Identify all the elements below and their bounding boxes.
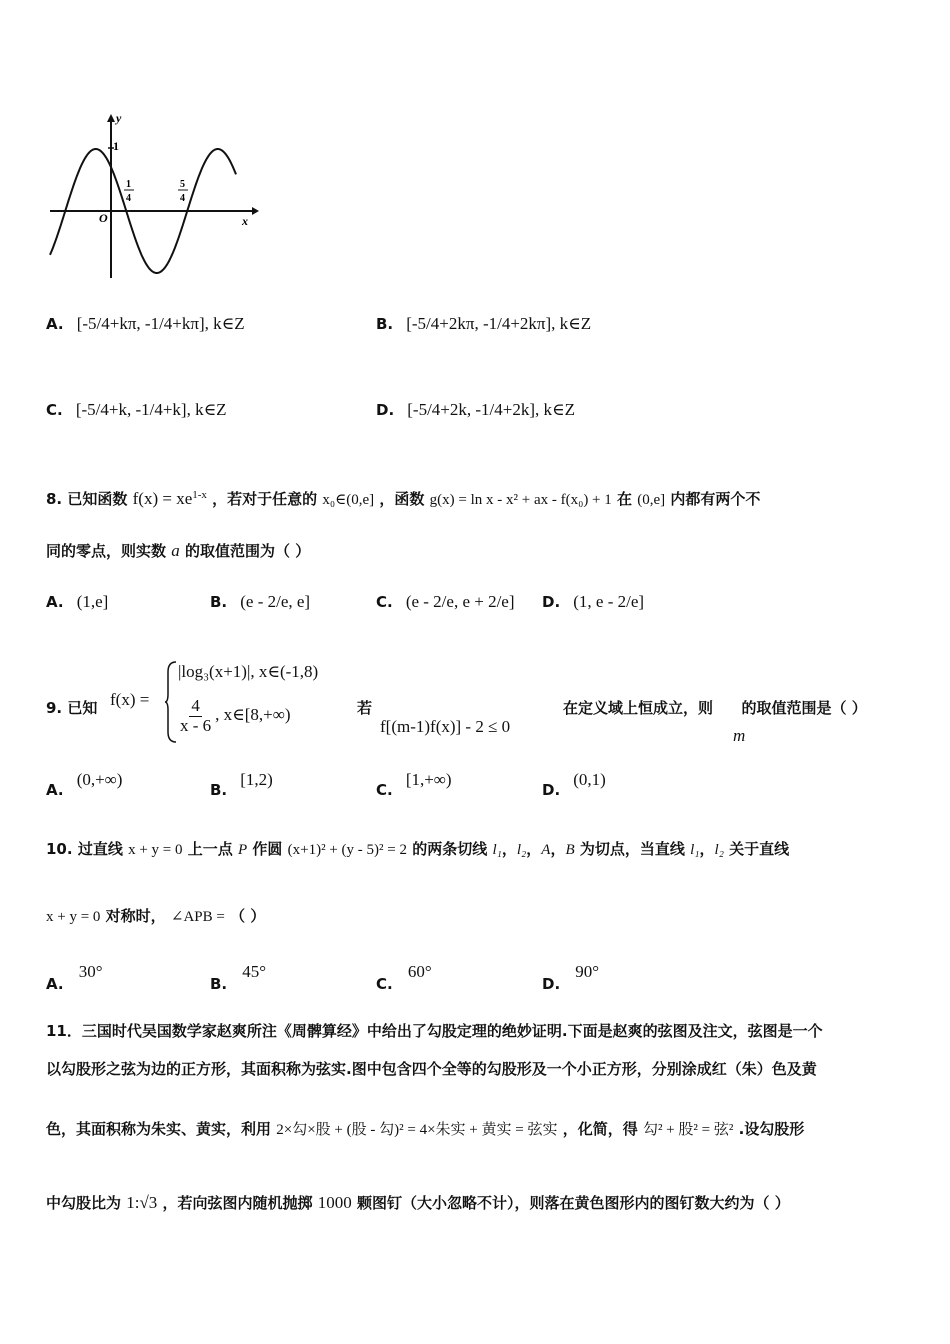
q9-case2-den: x - 6 [180, 715, 212, 735]
q11-line3b: ，化简，得 [562, 1120, 638, 1138]
option-letter: C. [376, 593, 393, 611]
option-letter: B. [376, 315, 394, 333]
q7-option-b-expr: [-5/4+2kπ, -1/4+2kπ], k∈Z [406, 314, 592, 333]
q8-g-expr: g(x) = ln x - x² + ax - f(x₀) + 1 [429, 492, 612, 508]
q8-option-c-expr: (e - 2/e, e + 2/e] [405, 592, 515, 611]
q10-line2: x + y = 0 [46, 909, 101, 925]
option-letter: A. [46, 781, 64, 799]
q11-line4c: 颗图钉（大小忽略不计），则落在黄色图形内的图钉数大约为（ ） [357, 1194, 790, 1212]
tick-one-label: 1 [113, 139, 119, 153]
q9-option-b-expr: [1,2) [240, 770, 273, 789]
option-letter: D. [542, 975, 561, 993]
q8-option-b [210, 592, 310, 612]
q7-option-a-expr: [-5/4+kπ, -1/4+kπ], k∈Z [76, 314, 245, 333]
q8-option-d [542, 592, 644, 612]
q11-line3a: 色，其面积称为朱实、黄实，利用 [46, 1120, 272, 1138]
origin-label: O [99, 211, 108, 225]
q8-f-exp: 1-x [192, 489, 207, 501]
q9-f-head: f(x) = [110, 690, 150, 709]
q8-f-expr: f(x) = xe [132, 489, 193, 508]
q10-option-a [46, 962, 103, 993]
q7-option-d [376, 400, 575, 420]
option-letter: A. [46, 975, 64, 993]
q11-line4b: ，若向弦图内随机抛掷 [162, 1194, 313, 1212]
option-letter: D. [376, 401, 395, 419]
q9-option-a [46, 770, 123, 799]
q8-line1 [46, 488, 760, 509]
q9-option-a-expr: (0,+∞) [76, 770, 123, 789]
q8-interval: (0,e] [637, 492, 666, 508]
q11-line3 [46, 1118, 804, 1139]
q7-option-d-expr: [-5/4+2k, -1/4+2k], k∈Z [407, 400, 575, 419]
q9-option-c-expr: [1,+∞) [405, 770, 452, 789]
q9-number: 9. [46, 699, 63, 717]
option-letter: D. [542, 593, 561, 611]
q9-t2: 若 [357, 699, 373, 717]
q9-option-c [376, 770, 452, 799]
q9-t3: 在定义域上恒成立，则 [563, 699, 714, 717]
option-letter: B. [210, 781, 228, 799]
q10-t4: 的两条切线 [412, 840, 488, 858]
q8-t4: 在 [617, 490, 633, 508]
q10-t1: 过直线 [77, 840, 123, 858]
q8-t2: ，若对于任意的 [212, 490, 318, 508]
q8-option-d-expr: (1, e - 2/e] [573, 592, 645, 611]
q7-option-b [376, 314, 591, 334]
y-label: y [116, 111, 122, 125]
q10-number: 10. [46, 840, 73, 858]
q10-t8: （ ） [230, 907, 266, 925]
q11-line1: 11．三国时代吴国数学家赵爽所注《周髀算经》中给出了勾股定理的绝妙证明.下面是赵爽的弦图及注文，弦图是一个 [46, 1022, 823, 1040]
x-axis-arrow-icon [252, 207, 259, 215]
q11-ratio: 1:√3 [126, 1193, 158, 1212]
q10-option-c [376, 962, 432, 993]
q10-angle: ∠APB = [170, 909, 225, 925]
q8-t7: 的取值范围为（ ） [184, 542, 311, 560]
q10-line2 [46, 905, 265, 926]
q9-option-d [542, 770, 606, 799]
q10-l1: l₁ [492, 842, 502, 858]
q8-t6: 同的零点，则实数 [46, 542, 167, 560]
q11-formula2: 勾² + 股² = 弦² [642, 1122, 734, 1138]
q9-cond: f[(m-1)f(x)] - 2 ≤ 0 [380, 717, 511, 736]
q9-var: m [733, 726, 746, 745]
q9-option-b [210, 770, 273, 799]
option-letter: C. [46, 401, 63, 419]
q7-option-c [46, 400, 227, 420]
q9-label [46, 697, 97, 718]
q11-formula: 2×勾×股 + (股 - 勾)² = 4×朱实 + 黄实 = 弦实 [276, 1122, 558, 1138]
q9-t1: 已知 [67, 699, 98, 717]
q9-case2-rest: , x∈[8,+∞) [215, 705, 291, 725]
q8-number: 8. [46, 490, 63, 508]
q10-t5: 为切点，当直线 [579, 840, 685, 858]
q10-line1: 10. 过直线 x + y = 0 上一点 P 作圆 (x+1)² + (y - 5)² = 2 的两条切线 l₁，l₂，A，B 为切点，当直线 l₁，l₂ 关于直线 [46, 840, 790, 858]
quarter-num: 1 [126, 179, 131, 190]
q9-line-rest [563, 697, 867, 718]
q10-option-b [210, 962, 267, 993]
q10-t6: 关于直线 [729, 840, 790, 858]
q9-t4: 的取值范围是（ ） [741, 699, 867, 717]
y-axis-arrow-icon [107, 114, 115, 122]
q10-option-c-expr: 60° [407, 962, 432, 981]
q10-circle: (x+1)² + (y - 5)² = 2 [287, 842, 407, 858]
q8-domain: x₀∈(0,e] [322, 492, 375, 508]
q8-var: a [171, 541, 180, 560]
five-quarter-num: 5 [180, 179, 185, 190]
q9-case2 [176, 697, 291, 735]
q10-l2: l₂ [516, 842, 527, 858]
q11-line2: 以勾股形之弦为边的正方形，其面积称为弦实.图中包含四个全等的勾股形及一个小正方形，分别涂成红（朱）色及黄 [46, 1060, 817, 1078]
q8-option-b-expr: (e - 2/e, e] [240, 592, 311, 611]
x-label: x [242, 214, 248, 228]
q11-line3c: .设勾股形 [738, 1120, 805, 1138]
q8-t5: 内都有两个不 [670, 490, 761, 508]
q10-line: x + y = 0 [128, 842, 183, 858]
q8-line2 [46, 540, 310, 561]
q10-p: P [237, 842, 248, 858]
q8-option-a [46, 592, 108, 612]
q9-case1: |log₃(x+1)|, x∈(-1,8) [178, 662, 319, 681]
option-letter: C. [376, 781, 393, 799]
quarter-den: 4 [126, 193, 131, 204]
q9-case2-num: 4 [191, 696, 200, 715]
q10-option-d-expr: 90° [575, 962, 600, 981]
q8-option-c [376, 592, 515, 612]
q11-line4 [46, 1192, 790, 1213]
q10-option-b-expr: 45° [242, 962, 267, 981]
option-letter: B. [210, 975, 228, 993]
q9-option-d-expr: (0,1) [573, 770, 606, 789]
option-letter: A. [46, 593, 64, 611]
q10-b: B [565, 842, 575, 858]
q10-option-a-expr: 30° [78, 962, 103, 981]
q10-option-d [542, 962, 600, 993]
q11-count: 1000 [317, 1193, 352, 1212]
q7-option-c-expr: [-5/4+k, -1/4+k], k∈Z [75, 400, 227, 419]
option-letter: C. [376, 975, 393, 993]
option-letter: B. [210, 593, 228, 611]
q7-option-a [46, 314, 245, 334]
sine-graph [44, 110, 264, 285]
option-letter: D. [542, 781, 561, 799]
q8-t1: 已知函数 [67, 490, 128, 508]
q10-comma: ， [501, 840, 517, 858]
q10-a: A [541, 842, 551, 858]
q11-line4a: 中勾股比为 [46, 1194, 122, 1212]
q8-option-a-expr: (1,e] [76, 592, 109, 611]
q8-t3: ，函数 [379, 490, 425, 508]
q10-t3: 作圆 [252, 840, 283, 858]
q10-t7: 对称时， [105, 907, 166, 925]
option-letter: A. [46, 315, 64, 333]
q10-t2: 上一点 [187, 840, 233, 858]
five-quarter-den: 4 [180, 193, 185, 204]
